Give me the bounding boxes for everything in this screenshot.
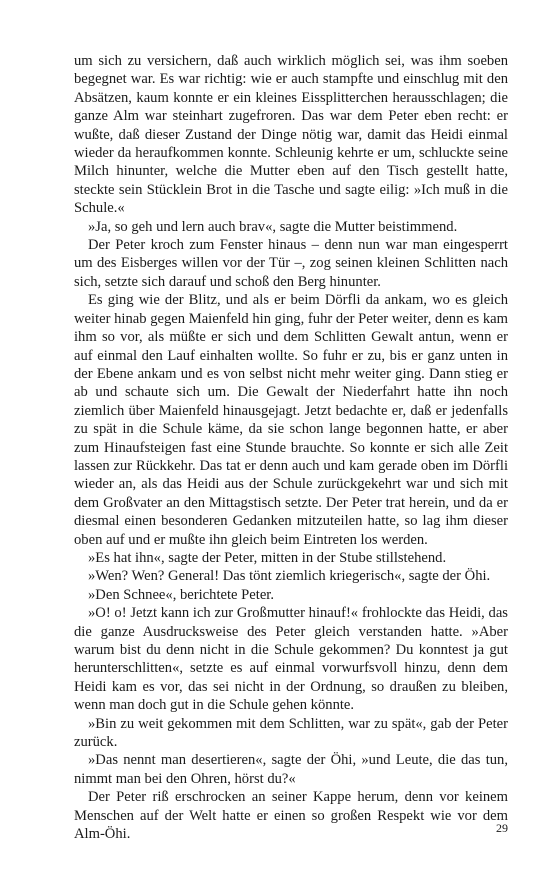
page-number: 29 (496, 821, 508, 835)
paragraph: Der Peter riß erschrocken an seiner Kappe herum, denn vor keinem Menschen auf der Welt hatte er einen so großen Respekt wie vor dem Alm-Öhi. (74, 789, 508, 843)
paragraph: »Bin zu weit gekommen mit dem Schlitten, war zu spät«, gab der Peter zurück. (74, 715, 508, 751)
paragraph: »Das nennt man desertieren«, sagte der Öhi, »und Leute, die das tun, nimmt man bei den Ohren, hörst du?« (74, 752, 508, 787)
paragraph: um sich zu versichern, daß auch wirklich möglich sei, was ihm soeben begegnet war. Es war richtig: wie er auch stampfte und einschlug mit den Absätzen, kaum konnte er ein kleines Eissplitterchen herausschlagen; die ganze Alm war steinhart zugefroren. Das war dem Peter eben recht: er wußte, daß dieser Zustand der Dinge nötig war, damit das Heidi einmal wieder da heraufkommen konnte. Schleunig kehrte er um, schluckte seine Milch hinunter, welche die Mutter eben auf den Tisch gestellt hatte, steckte sein Stücklein Brot in die Tasche und sagte eilig: »Ich muß in die Schule.« (74, 53, 508, 217)
paragraph: »O! o! Jetzt kann ich zur Großmutter hinauf!« frohlockte das Heidi, das die ganze Ausdrucksweise des Peter gleich verstanden hatte. »Aber warum bist du denn nicht in die Schule gekommen? Du konntest ja gut herunterschlitten«, setzte es auf einmal vorwurfsvoll hinzu, denn dem Heidi kam es vor, das sei nicht in der Ordnung, so draußen zu bleiben, wenn man doch gut in die Schule gehen könnte. (74, 605, 508, 714)
paragraph: »Wen? Wen? General! Das tönt ziemlich kriegerisch«, sagte der Öhi. (88, 568, 491, 585)
body-text (74, 52, 508, 843)
paragraph: »Den Schnee«, berichtete Peter. (88, 586, 274, 603)
paragraph: Es ging wie der Blitz, und als er beim Dörfli da ankam, wo es gleich weiter hinab gegen Maienfeld hin ging, fuhr der Peter weiter, denn es kam ihm so vor, als müßte er sich und dem Schlitten Gewalt antun, wenn er auf einmal den Lauf einhalten wollte. So fuhr er zu, bis er ganz unten in der Ebene ankam und es von selbst nicht mehr weiter ging. Dann stieg er ab und schaute sich um. Die Gewalt der Niederfahrt hatte ihn noch ziemlich über Maienfeld hinausgejagt. Jetzt bedachte er, daß er jedenfalls zu spät in die Schule käme, da sie schon lange begonnen hatte, er aber zum Hinaufsteigen fast eine Stunde brauchte. So konnte er sich alle Zeit lassen zur Rückkehr. Das tat er denn auch und kam gerade oben im Dörfli wieder an, als das Heidi aus der Schule zurückgekehrt war und sich mit dem Großvater an den Mittagstisch setzte. Der Peter trat herein, und da er diesmal einen besonderen Gedanken mitzuteilen hatte, so lag ihm dieser oben auf und er mußte ihn gleich beim Eintreten los werden. (74, 292, 508, 548)
paragraph: »Ja, so geh und lern auch brav«, sagte die Mutter beistimmend. (88, 218, 458, 235)
paragraph: Der Peter kroch zum Fenster hinaus – denn nun war man eingesperrt um des Eisberges willen vor der Tür –, zog seinen kleinen Schlitten nach sich, setzte sich darauf und schoß den Berg hinunter. (74, 237, 508, 290)
paragraph: »Es hat ihn«, sagte der Peter, mitten in der Stube stillstehend. (88, 549, 447, 566)
